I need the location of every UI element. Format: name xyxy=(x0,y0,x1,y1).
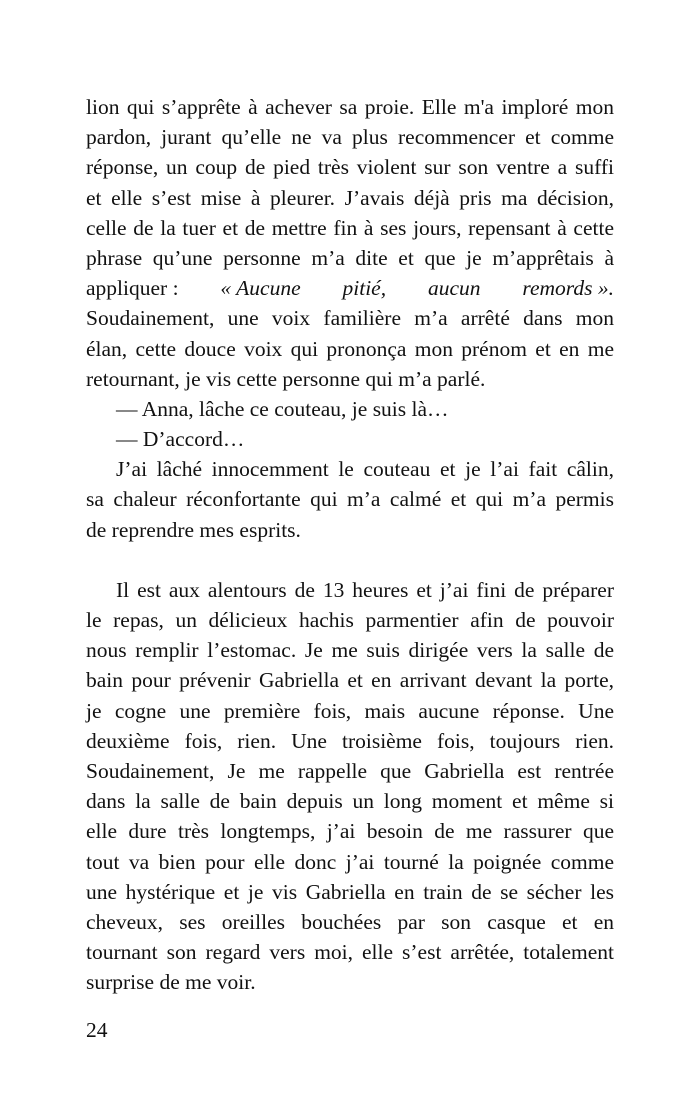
text-line: retournant, je vis cette personne qui m’a parlé. xyxy=(86,366,486,391)
quote-word: aucun xyxy=(427,276,481,301)
quote-intro: appliquer : xyxy=(86,276,179,301)
text-line: de reprendre mes esprits. xyxy=(86,517,301,542)
quote-word: remords ». xyxy=(522,276,614,301)
text-line: élan, cette douce voix qui prononça mon prénom et en me xyxy=(86,336,614,361)
text-line: J’ai lâché innocemment le couteau et je l’ai fait câlin, xyxy=(116,457,614,482)
text-line: et elle s’est mise à pleurer. J’avais déjà pris ma décision, xyxy=(86,185,614,210)
text-line: deuxième fois, rien. Une troisième fois, toujours rien. xyxy=(86,728,614,753)
quote-word: pitié, xyxy=(342,276,387,301)
text-line: pardon, jurant qu’elle ne va plus recommencer et comme xyxy=(86,125,614,150)
text-line: le repas, un délicieux hachis parmentier afin de pouvoir xyxy=(86,608,614,632)
text-line: elle dure très longtemps, j’ai besoin de me rassurer que xyxy=(86,819,614,844)
text-line: bain pour prévenir Gabriella et en arrivant devant la porte, xyxy=(86,668,614,693)
dialogue xyxy=(86,394,614,454)
text-line: Soudainement, une voix familière m’a arrêté dans mon xyxy=(86,306,614,331)
text-line: dans la salle de bain depuis un long moment et même si xyxy=(86,789,614,814)
paragraph-2 xyxy=(86,454,614,545)
text-line: réponse, un coup de pied très violent sur son ventre a suffi xyxy=(86,155,614,180)
text-line: tournant son regard vers moi, elle s’est arrêtée, totalement xyxy=(86,940,614,965)
text-line: nous remplir l’estomac. Je me suis dirigée vers la salle de xyxy=(86,638,614,663)
text-line: celle de la tuer et de mettre fin à ses jours, repensant à cette xyxy=(86,215,614,240)
section-gap xyxy=(86,545,614,575)
page-number: 24 xyxy=(86,1018,108,1042)
text-line: surprise de me voir. xyxy=(86,970,256,995)
dialogue-line: — Anna, lâche ce couteau, je suis là… xyxy=(116,396,449,421)
text-line: cheveux, ses oreilles bouchées par son casque et en xyxy=(86,909,614,934)
quote-line xyxy=(86,273,614,303)
text-line: lion qui s’apprête à achever sa proie. Elle m'a imploré mon xyxy=(86,95,614,119)
text-line: Soudainement, Je me rappelle que Gabriella est rentrée xyxy=(86,758,614,783)
text-line: phrase qu’une personne m’a dite et que je m’apprêtais à xyxy=(86,245,614,270)
text-line: je cogne une première fois, mais aucune réponse. Une xyxy=(86,698,614,723)
text-line: sa chaleur réconfortante qui m’a calmé et qui m’a permis xyxy=(86,487,614,512)
text-line: tout va bien pour elle donc j’ai tourné la poignée comme xyxy=(86,849,614,874)
page-body xyxy=(86,92,614,997)
dialogue-line: — D’accord… xyxy=(116,427,245,452)
paragraph-3 xyxy=(86,575,614,998)
text-line: une hystérique et je vis Gabriella en train de se sécher les xyxy=(86,879,614,904)
paragraph-1 xyxy=(86,92,614,394)
text-line: Il est aux alentours de 13 heures et j’ai fini de préparer xyxy=(116,577,614,602)
quote-word: « Aucune xyxy=(220,276,301,301)
